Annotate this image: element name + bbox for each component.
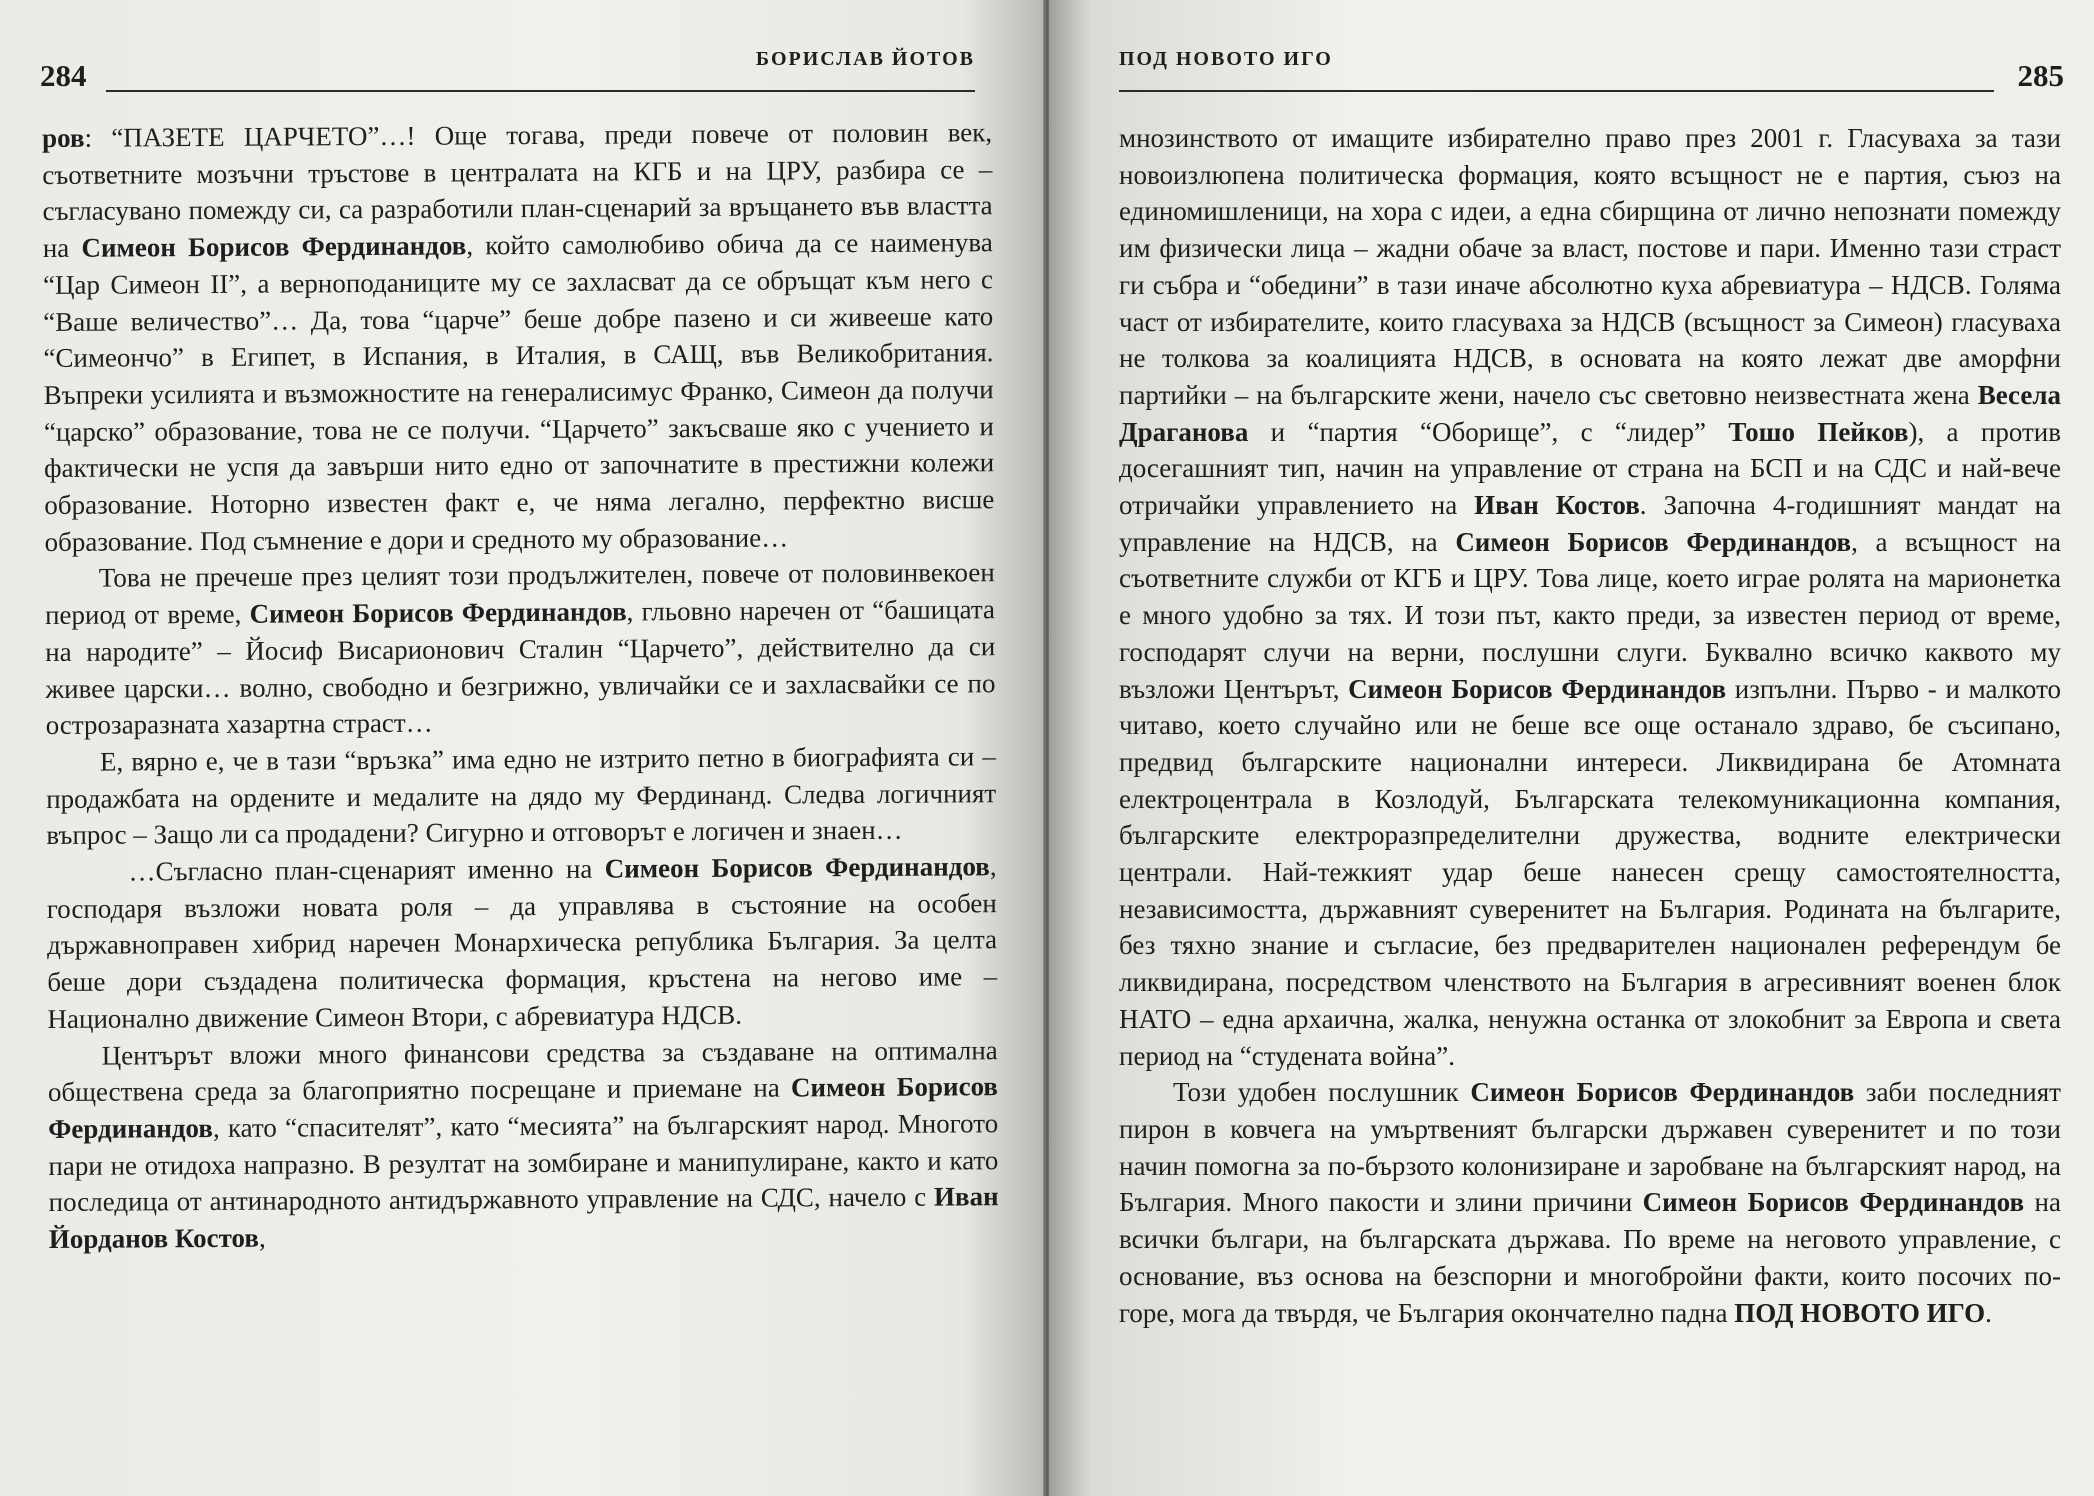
- left-page: [0, 0, 1045, 1496]
- bold-run: Тошо Пейков: [1728, 416, 1909, 447]
- text-run: , господаря възложи новата роля – да управлява в състояние на особен държавноправен хибрид наречен Монархическа република България. За целта беше дори създадена политическа формация, кръстена на негово име – Национално движение Симеон Втори, с абревиатура НДСВ.: [46, 851, 998, 1034]
- right-page: [1049, 0, 2094, 1496]
- text-run: : “ПАЗЕТЕ ЦАРЧЕТО”…! Още тогава, преди повече от половин век, съответните мозъчни тръстове в централата на КГБ и на ЦРУ, разбира се – съгласувано помежду си, са разработили план-сценарий за връщането във властта на: [42, 117, 993, 264]
- text-run: изпълни. Първо - и малкото читаво, което случайно или не беше все още останало здраво, бе съсипано, предвид българските национални интереси. Ликвидирана бе Атомната електроцентрала в Козлодуй, Българската телекомуникационна компания, българските електроразпределителни дружества, водните електрически централи. Най-тежкият удар беше нанесен срещу самостоятелността, независимостта, държавният суверенитет на България. Родината на българите, без тяхно знание и съгласие, без предварителен национален референдум бе ликвидирана, посредством членството на България в агресивният военен блок НАТО – една архаична, жалка, ненужна останка от злокобнит за Европа и света период на “студената война”.: [1119, 673, 2062, 1071]
- paragraph: [1119, 120, 2061, 1074]
- text-run: …Съгласно план-сценарият именно на: [128, 853, 605, 887]
- running-title: ПОД НОВОТО ИГО: [1119, 48, 1333, 70]
- text-run: и “партия “Оборище”, с “лидер”: [1248, 416, 1729, 447]
- text-run: на всички българи, на българската държава. По време на неговото управление, с основание, въз основа на безспорни и многобройни факти, които посочих по-горе, мога да твърдя, че България окончателно падна: [1119, 1187, 2061, 1328]
- text-run: мнозинството от имащите избирателно право през 2001 г. Гласуваха за тази новоизлюпена политическа формация, която всъщност не е партия, съюз на единомишленици, на хора с идеи, а една сбирщина от лично непознати помежду им физически лица – жадни обаче за власт, постове и пари. Именно тази страст ги събра и “обедини” в тази иначе абсолютно куха абревиатура – НДСВ. Голяма част от избирателите, които гласуваха за НДСВ (всъщност за Симеон) гласуваха не толкова за коалицията НДСВ, в основата на която лежат две аморфни партийки – на българските жени, начело със световно неизвестната жена: [1119, 123, 2061, 410]
- text-run: .: [1985, 1297, 1992, 1328]
- page-body: [42, 114, 999, 1258]
- text-run: , гльовно наречен от “башицата на народите” – Йосиф Висарионович Сталин “Царчето”, действително да си живее царски… волно, свободно и безгрижно, увличайки се и захласвайки се по острозаразната хазартна страст…: [45, 594, 996, 741]
- bold-run: ПОД НОВОТО ИГО: [1734, 1297, 1986, 1328]
- bold-run: Симеон Борисов Фердинандов: [249, 596, 627, 629]
- text-run: Центърът вложи много финансови средства за създаване на оптимална обществена среда за благоприятно посрещане и приемане на: [47, 1034, 998, 1108]
- bold-run: Симеон Борисов Фердинандов: [1348, 673, 1727, 704]
- paragraph: [45, 555, 996, 744]
- text-run: , който самолюбиво обича да се наименува “Цар Симеон II”, а верноподаниците му се захласват да се обръщат към него с “Ваше величество”… Да, това “царче” беше добре пазено и си живееше като “Симеончо” в Египет, в Испания, в Италия, в САЩ, във Великобритания. Въпреки усилията и възможностите на генералисимус Франко, Симеон да получи “царско” образование, това не се получи. “Царчето” закъсваше яко с учението и фактически не успя да завърши нито едно от започнатите в престижни колежи образование. Нотoрно известен факт е, че няма легално, перфектно висше образование. Под съмнение е дори и средното му образование…: [42, 227, 995, 557]
- text-run: Това не пречеше през целият този продължителен, повече от половинвекоен период от време,: [44, 557, 995, 631]
- text-run: заби последният пирон в ковчега на умъртвеният български държавен суверенитет и по този начин помогна за по-бързото колонизиране и заробване на българският народ, на България. Много пакости и злини причини: [1119, 1077, 2061, 1218]
- paragraph: [48, 1032, 999, 1258]
- text-run: ,: [258, 1222, 266, 1253]
- bold-run: ров: [42, 122, 85, 153]
- text-run: . Започна 4-годишният мандат на управление на НДСВ, на: [1119, 490, 2062, 557]
- bold-run: Симеон Борисов Фердинандов: [1642, 1187, 2025, 1218]
- bold-run: Симеон Борисов Фердинандов: [48, 1071, 999, 1144]
- bold-run: Иван Костов: [1474, 490, 1640, 521]
- page-body: [1119, 120, 2061, 1331]
- page-number: 285: [2017, 58, 2064, 93]
- running-title: БОРИСЛАВ ЙОТОВ: [755, 48, 975, 70]
- text-run: Този удобен послушник: [1173, 1077, 1471, 1108]
- page-header: [40, 42, 975, 102]
- page-number: 284: [40, 58, 87, 93]
- paragraph: [46, 738, 997, 854]
- bold-run: Симеон Борисов Фердинандов: [1470, 1077, 1855, 1108]
- bold-run: Симеон Борисов Фердинандов: [1455, 526, 1852, 557]
- paragraph: [1119, 1074, 2061, 1331]
- text-run: , като “спасителят”, като “месията” на българският народ. Многото пари не отидоха напразно. В резултат на зомбиране и манипулиране, както и като последица от антинародното антидържавното управление на СДС, начело с: [48, 1108, 999, 1218]
- paragraph: [46, 848, 997, 1037]
- bold-run: Иван Йорданов Костов: [48, 1181, 999, 1255]
- paragraph: [42, 114, 995, 560]
- text-run: ), а против досегашният тип, начин на управление от страна на БСП и на СДС и най-вече отричайки управлението на: [1119, 416, 2061, 521]
- page-header: [1119, 42, 2064, 102]
- bold-run: Симеон Борисов Фердинандов: [604, 851, 990, 884]
- bold-run: Весела Драганова: [1119, 379, 2061, 447]
- header-rule: [106, 90, 975, 92]
- bold-run: Симеон Борисов Фердинандов: [81, 230, 467, 263]
- text-run: Е, вярно е, че в тази “връзка” има едно не изтрито петно в биографията си – продажбата на ордените и медалите на дядо му Фердинанд. Следва логичният въпрос – Защо ли са продадени? Сигурно и отговорът е логичен и знаен…: [46, 741, 997, 851]
- text-run: , а всъщност на съответните служби от КГБ и ЦРУ. Това лице, което играе ролята на марионетка е много удобно за тях. И този път, както преди, за известен период от време, господарят случи на верни, послушни слуги. Буквално всичко каквото му възложи Центърът,: [1119, 526, 2061, 704]
- header-rule: [1119, 90, 1994, 92]
